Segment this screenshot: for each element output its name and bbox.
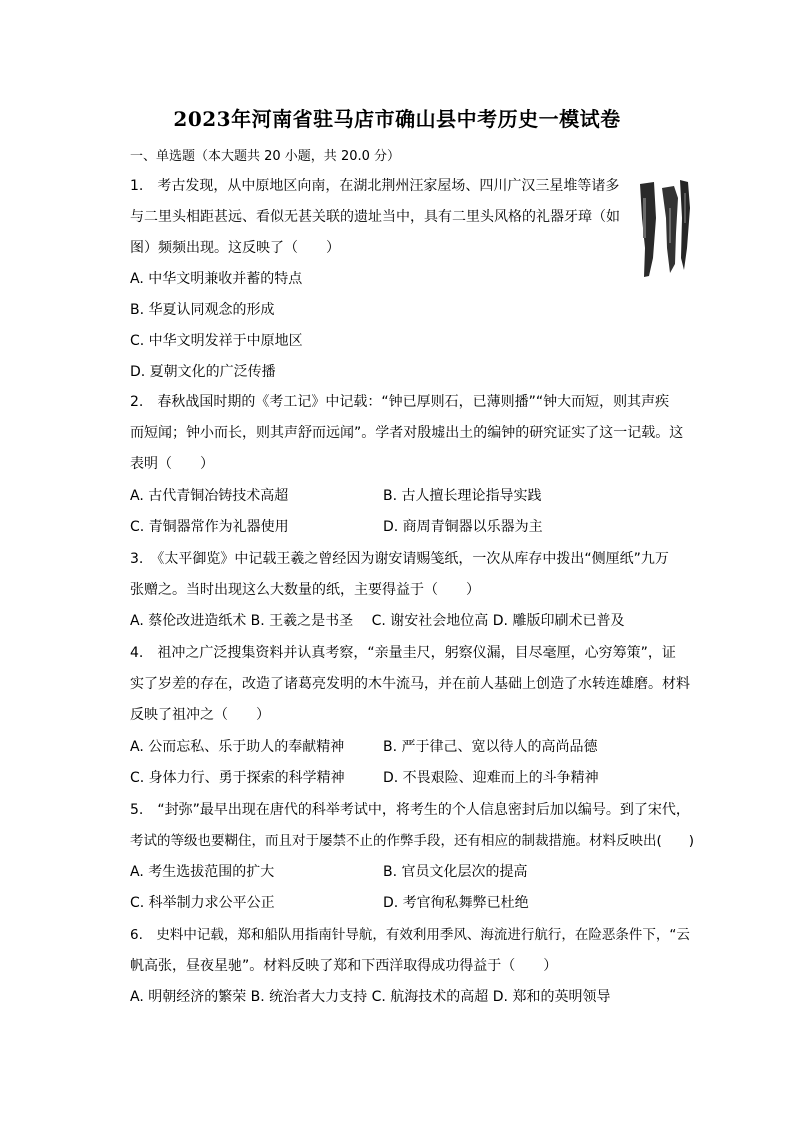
q2-option-c: C. 青铜器常作为礼器使用: [130, 519, 289, 535]
q4-option-a: A. 公而忘私、乐于助人的奉献精神: [130, 739, 345, 755]
q4-line-1: 4. 祖冲之广泛搜集资料并认真考察，“亲量圭尺，躬察仪漏，目尽毫厘，心穷筹策”，证: [130, 645, 676, 661]
q1-line-1: 1. 考古发现，从中原地区向南，在湖北荆州汪家屋场、四川广汉三星堆等诸多: [130, 178, 620, 194]
q2-option-b: B. 古人擅长理论指导实践: [383, 488, 542, 504]
q1-option-d: D. 夏朝文化的广泛传播: [130, 364, 276, 380]
q4-option-d: D. 不畏艰险、迎难而上的斗争精神: [383, 770, 599, 786]
q1-line-2: 与二里头相距甚远、看似无甚关联的遗址当中，具有二里头风格的礼器牙璋（如: [130, 209, 620, 225]
q2-line-1: 2. 春秋战国时期的《考工记》中记载：“钟已厚则石，已薄则播”“钟大而短，则其声疾: [130, 394, 670, 410]
q4-option-b: B. 严于律己、宽以待人的高尚品德: [383, 739, 598, 755]
q2-line-3: 表明（ ）: [130, 456, 214, 472]
q5-line-1: 5. “封弥”最早出现在唐代的科举考试中，将考生的个人信息密封后加以编号。到了宋代，: [130, 802, 690, 818]
q5-option-a: A. 考生选拔范围的扩大: [130, 864, 275, 880]
q3-line-2: 张赠之。当时出现这么大数量的纸，主要得益于（ ）: [130, 582, 480, 598]
exam-title: 2023年河南省驻马店市确山县中考历史一模试卷: [173, 107, 621, 131]
q3-options: A. 蔡伦改进造纸术 B. 王羲之是书圣 C. 谢安社会地位高 D. 雕版印刷术已普及: [130, 613, 625, 629]
q5-option-c: C. 科举制力求公平公正: [130, 895, 275, 911]
q1-option-b: B. 华夏认同观念的形成: [130, 302, 275, 318]
q5-option-d: D. 考官徇私舞弊已杜绝: [383, 895, 529, 911]
q1-line-3: 图）频频出现。这反映了（ ）: [130, 240, 340, 256]
q2-line-2: 而短闻；钟小而长，则其声舒而远闻”。学者对殷墟出土的编钟的研究证实了这一记载。这: [130, 425, 684, 441]
q3-line-1: 3. 《太平御览》中记载王羲之曾经因为谢安请赐笺纸，一次从库存中拨出“侧厘纸”九万: [130, 551, 669, 567]
q2-option-a: A. 古代青铜冶铸技术高超: [130, 488, 289, 504]
q6-line-1: 6. 史料中记载，郑和船队用指南针导航，有效利用季风、海流进行航行，在险恶条件下，“云: [130, 927, 690, 943]
q4-line-3: 反映了祖冲之（ ）: [130, 707, 270, 723]
q4-option-c: C. 身体力行、勇于探索的科学精神: [130, 770, 345, 786]
q5-option-b: B. 官员文化层次的提高: [383, 864, 528, 880]
q1-option-c: C. 中华文明发祥于中原地区: [130, 333, 303, 349]
yazhang-artifact-image: [636, 178, 692, 280]
q2-option-d: D. 商周青铜器以乐器为主: [383, 519, 543, 535]
q4-line-2: 实了岁差的存在，改造了诸葛亮发明的木牛流马，并在前人基础上创造了水转连雄磨。材料: [130, 676, 690, 692]
section-heading: 一、单选题（本大题共 20 小题，共 20.0 分）: [130, 149, 401, 164]
q1-option-a: A. 中华文明兼收并蓄的特点: [130, 271, 303, 287]
q6-line-2: 帆高张，昼夜星驰”。材料反映了郑和下西洋取得成功得益于（ ）: [130, 958, 558, 974]
q6-options: A. 明朝经济的繁荣 B. 统治者大力支持 C. 航海技术的高超 D. 郑和的英明领导: [130, 989, 611, 1005]
q5-line-2: 考试的等级也要糊住，而且对于屡禁不止的作弊手段，还有相应的制裁措施。材料反映出( ): [130, 833, 695, 849]
